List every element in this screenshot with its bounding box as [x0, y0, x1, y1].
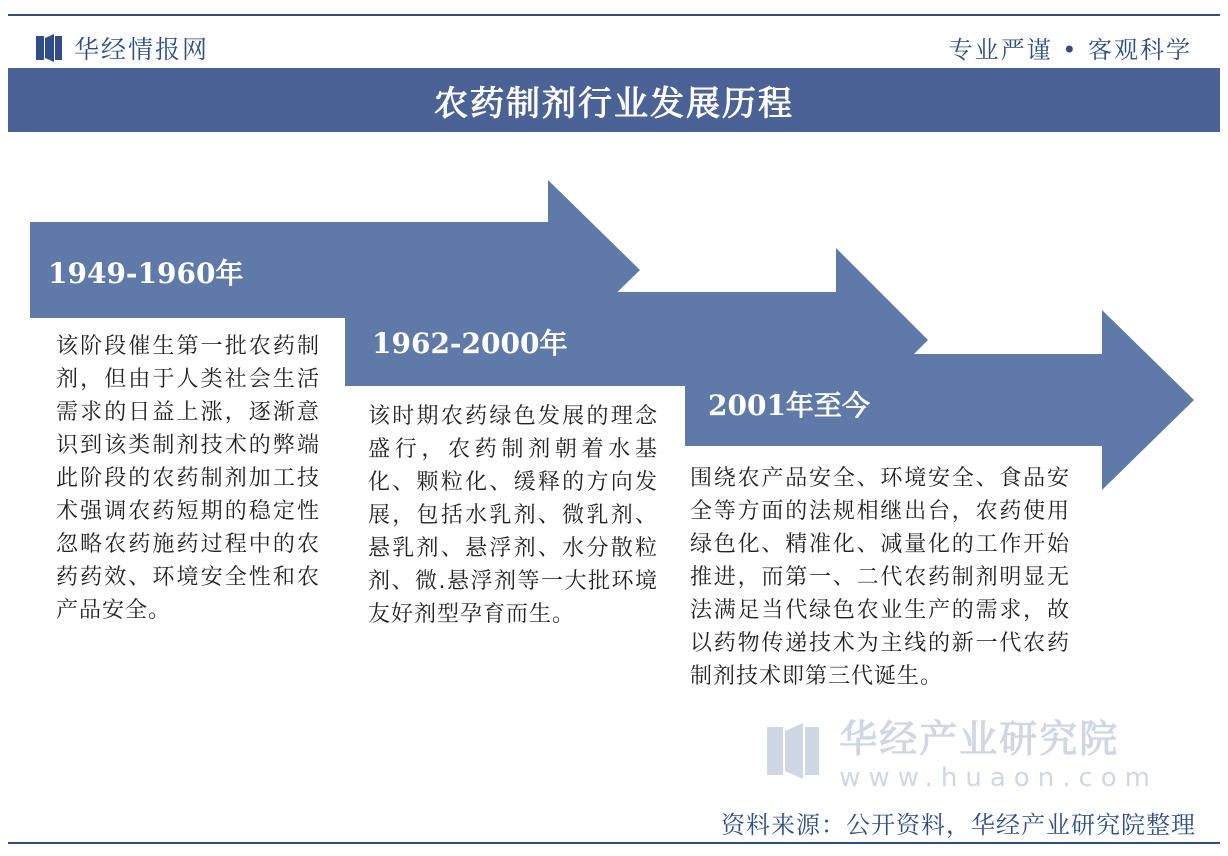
page-title: 农药制剂行业发展历程 [434, 83, 794, 124]
stage-1-period: 1949-1960年 [48, 257, 244, 290]
slogan: 专业严谨 • 客观科学 [948, 36, 1192, 64]
stage-1-description: 该阶段催生第一批农药制剂，但由于人类社会生活需求的日益上涨，逐渐意识到该类制剂技术的弊端此阶段的农药制剂加工技术强调农药短期的稳定性忽略农药施药过程中的农药药效、环境安全性和农产品安全。 [56, 334, 320, 623]
watermark-url: www.huaon.com [839, 763, 1158, 793]
stage-3-description: 围绕农产品安全、环境安全、食品安全等方面的法规相继出台，农药使用绿色化、精准化、减量化的工作开始推进，而第一、二代农药制剂明显无法满足当代绿色农业生产的需求，故以药物传递技术为主线的新一代农药制剂技术即第三代诞生。 [690, 466, 1070, 689]
watermark-name: 华经产业研究院 [839, 717, 1120, 761]
watermark [767, 708, 1158, 793]
bottom-border [8, 842, 1220, 844]
stage-2-description: 该时期农药绿色发展的理念盛行，农药制剂朝着水基化、颗粒化、缓释的方向发展，包括水乳剂、微乳剂、悬乳剂、悬浮剂、水分散粒剂、微.悬浮剂等一大批环境友好剂型孕育而生。 [368, 404, 658, 627]
stage-2-period: 1962-2000年 [372, 327, 568, 360]
watermark-logo-icon [767, 723, 819, 779]
stage-3-period: 2001年至今 [708, 389, 870, 422]
source-note: 资料来源：公开资料，华经产业研究院整理 [721, 811, 1196, 839]
logo-text: 华经情报网 [74, 35, 210, 64]
